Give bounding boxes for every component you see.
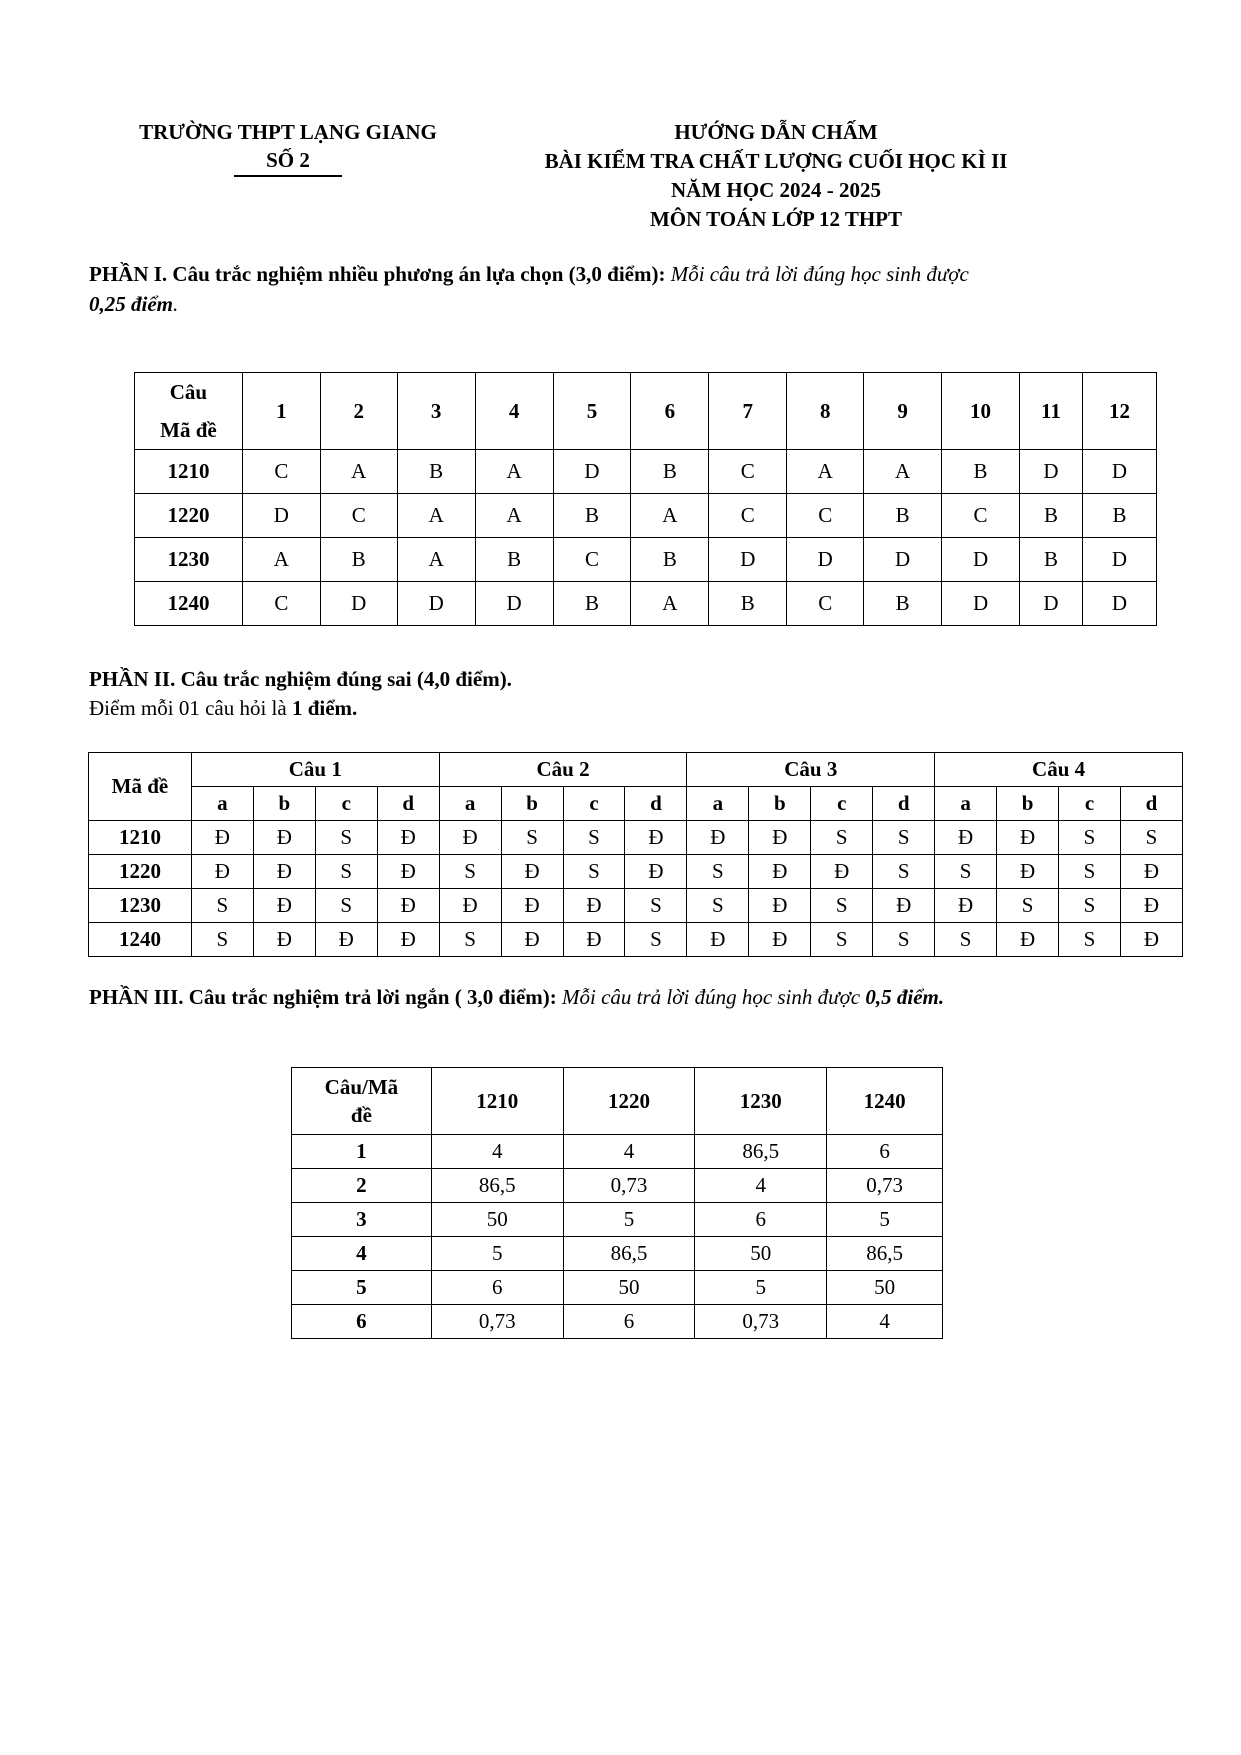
- school-number: SỐ 2: [266, 148, 310, 172]
- subpart-label: d: [1120, 787, 1182, 821]
- answer-cell: S: [315, 889, 377, 923]
- question-number: 2: [320, 373, 397, 450]
- exam-code-header: 1220: [563, 1068, 695, 1135]
- answer-cell: A: [475, 450, 553, 494]
- answer-cell: B: [475, 538, 553, 582]
- answer-cell: S: [439, 923, 501, 957]
- part1-points: 0,25 điểm: [89, 292, 173, 316]
- answer-cell: D: [864, 538, 942, 582]
- answer-cell: Đ: [439, 821, 501, 855]
- answer-cell: Đ: [935, 889, 997, 923]
- question-number: 6: [631, 373, 709, 450]
- part3-heading: [89, 982, 1169, 1012]
- part1-header-row: [135, 373, 1157, 412]
- answer-cell: A: [787, 450, 864, 494]
- answer-cell: S: [191, 923, 253, 957]
- answer-cell: Đ: [997, 821, 1059, 855]
- answer-cell: 86,5: [695, 1135, 827, 1169]
- answer-cell: D: [1019, 450, 1082, 494]
- answer-cell: D: [942, 538, 1020, 582]
- answer-cell: Đ: [749, 855, 811, 889]
- answer-cell: 4: [827, 1305, 943, 1339]
- answer-cell: Đ: [1120, 889, 1182, 923]
- answer-cell: B: [864, 494, 942, 538]
- answer-cell: B: [631, 538, 709, 582]
- answer-cell: 86,5: [827, 1237, 943, 1271]
- part1-instruction: Mỗi câu trả lời đúng học sinh được: [665, 262, 969, 286]
- answer-cell: 6: [431, 1271, 563, 1305]
- question-header: Câu 4: [935, 753, 1183, 787]
- answer-cell: A: [631, 494, 709, 538]
- exam-code-header: 1230: [695, 1068, 827, 1135]
- answer-cell: S: [315, 821, 377, 855]
- answer-cell: A: [631, 582, 709, 626]
- exam-code-header: 1210: [431, 1068, 563, 1135]
- answer-cell: S: [315, 855, 377, 889]
- answer-cell: A: [320, 450, 397, 494]
- school-header: [100, 118, 476, 177]
- answer-cell: S: [625, 923, 687, 957]
- answer-cell: S: [191, 889, 253, 923]
- answer-cell: 50: [563, 1271, 695, 1305]
- question-number: 12: [1082, 373, 1156, 450]
- exam-code: 1210: [89, 821, 192, 855]
- exam-code: 1220: [89, 855, 192, 889]
- answer-cell: Đ: [315, 923, 377, 957]
- question-header: Câu 3: [687, 753, 935, 787]
- answer-cell: S: [563, 821, 625, 855]
- answer-cell: S: [687, 855, 749, 889]
- answer-cell: C: [242, 450, 320, 494]
- answer-cell: Đ: [253, 821, 315, 855]
- question-number: 3: [292, 1203, 432, 1237]
- answer-cell: A: [864, 450, 942, 494]
- answer-cell: 5: [431, 1237, 563, 1271]
- answer-cell: S: [687, 889, 749, 923]
- answer-cell: Đ: [191, 821, 253, 855]
- answer-cell: D: [397, 582, 475, 626]
- answer-cell: A: [397, 538, 475, 582]
- table-row: [89, 821, 1183, 855]
- answer-cell: Đ: [253, 889, 315, 923]
- answer-cell: B: [320, 538, 397, 582]
- answer-cell: 86,5: [563, 1237, 695, 1271]
- answer-cell: Đ: [377, 889, 439, 923]
- document-title: HƯỚNG DẪN CHẤM: [674, 120, 878, 144]
- answer-cell: S: [1059, 855, 1121, 889]
- answer-cell: Đ: [501, 889, 563, 923]
- part2-title: PHẦN II. Câu trắc nghiệm đúng sai (4,0 điểm).: [89, 667, 512, 691]
- answer-cell: B: [1082, 494, 1156, 538]
- subpart-label: c: [1059, 787, 1121, 821]
- answer-cell: D: [942, 582, 1020, 626]
- answer-cell: Đ: [935, 821, 997, 855]
- subpart-label: a: [191, 787, 253, 821]
- answer-cell: B: [709, 582, 787, 626]
- answer-cell: D: [1082, 450, 1156, 494]
- table-row: [89, 855, 1183, 889]
- answer-cell: C: [242, 582, 320, 626]
- answer-cell: 50: [431, 1203, 563, 1237]
- answer-cell: 4: [563, 1135, 695, 1169]
- answer-cell: S: [935, 855, 997, 889]
- answer-cell: C: [787, 494, 864, 538]
- answer-cell: S: [439, 855, 501, 889]
- exam-code: 1210: [135, 450, 243, 494]
- answer-cell: Đ: [501, 923, 563, 957]
- part3-instruction: Mỗi câu trả lời đúng học sinh được: [556, 985, 866, 1009]
- subpart-label: b: [253, 787, 315, 821]
- answer-cell: S: [873, 923, 935, 957]
- subpart-label: d: [873, 787, 935, 821]
- question-header: Câu 1: [191, 753, 439, 787]
- answer-cell: Đ: [563, 923, 625, 957]
- answer-cell: D: [1019, 582, 1082, 626]
- answer-cell: Đ: [253, 855, 315, 889]
- answer-cell: D: [553, 450, 631, 494]
- table-row: [135, 494, 1157, 538]
- answer-cell: B: [553, 494, 631, 538]
- table-row: [292, 1203, 943, 1237]
- answer-cell: D: [242, 494, 320, 538]
- question-number: 8: [787, 373, 864, 450]
- answer-cell: A: [475, 494, 553, 538]
- answer-cell: B: [397, 450, 475, 494]
- part2-header-row: [89, 753, 1183, 787]
- subpart-label: a: [935, 787, 997, 821]
- answer-cell: C: [942, 494, 1020, 538]
- subpart-label: d: [377, 787, 439, 821]
- answer-cell: Đ: [749, 821, 811, 855]
- answer-cell: S: [501, 821, 563, 855]
- question-number: 6: [292, 1305, 432, 1339]
- question-number: 3: [397, 373, 475, 450]
- school-year: NĂM HỌC 2024 - 2025: [671, 178, 881, 202]
- answer-cell: Đ: [377, 821, 439, 855]
- answer-cell: A: [242, 538, 320, 582]
- part2-note: Điểm mỗi 01 câu hỏi là: [89, 696, 292, 720]
- table-row: [292, 1271, 943, 1305]
- corner-label: Câu/Mã đề: [292, 1068, 432, 1135]
- answer-cell: S: [935, 923, 997, 957]
- answer-cell: Đ: [749, 923, 811, 957]
- answer-cell: D: [1082, 582, 1156, 626]
- answer-cell: S: [1059, 889, 1121, 923]
- answer-cell: B: [942, 450, 1020, 494]
- answer-cell: D: [1082, 538, 1156, 582]
- answer-cell: 0,73: [563, 1169, 695, 1203]
- question-number: 2: [292, 1169, 432, 1203]
- answer-cell: S: [563, 855, 625, 889]
- answer-cell: S: [873, 855, 935, 889]
- answer-cell: Đ: [625, 855, 687, 889]
- question-number: 4: [292, 1237, 432, 1271]
- corner-question-label: Câu: [135, 373, 243, 412]
- answer-cell: C: [553, 538, 631, 582]
- answer-cell: C: [709, 450, 787, 494]
- answer-cell: D: [709, 538, 787, 582]
- part1-heading: PHẦN I. Câu trắc nghiệm nhiều phương án lựa chọn (3,0 điểm): Mỗi câu trả lời đúng học sinh được 0,25 điểm.: [89, 262, 969, 316]
- answer-cell: 6: [695, 1203, 827, 1237]
- answer-cell: 0,73: [827, 1169, 943, 1203]
- answer-cell: S: [811, 821, 873, 855]
- question-number: 1: [242, 373, 320, 450]
- table-row: [292, 1305, 943, 1339]
- table-row: [135, 538, 1157, 582]
- answer-cell: 86,5: [431, 1169, 563, 1203]
- table-row: [135, 450, 1157, 494]
- answer-cell: 0,73: [695, 1305, 827, 1339]
- part2-answer-table: [88, 752, 1183, 957]
- question-number: 9: [864, 373, 942, 450]
- question-number: 1: [292, 1135, 432, 1169]
- part2-subheader-row: [89, 787, 1183, 821]
- part3-header-row: [292, 1068, 943, 1135]
- answer-cell: Đ: [439, 889, 501, 923]
- answer-cell: C: [787, 582, 864, 626]
- part3-points: 0,5 điểm.: [865, 985, 945, 1009]
- subpart-label: d: [625, 787, 687, 821]
- part3-answer-table: [291, 1067, 943, 1339]
- answer-cell: Đ: [997, 855, 1059, 889]
- subpart-label: c: [563, 787, 625, 821]
- answer-cell: S: [625, 889, 687, 923]
- answer-cell: D: [320, 582, 397, 626]
- answer-cell: 4: [695, 1169, 827, 1203]
- answer-cell: D: [475, 582, 553, 626]
- answer-cell: B: [631, 450, 709, 494]
- answer-cell: S: [811, 889, 873, 923]
- answer-cell: Đ: [501, 855, 563, 889]
- subpart-label: a: [439, 787, 501, 821]
- answer-cell: Đ: [191, 855, 253, 889]
- question-number: 4: [475, 373, 553, 450]
- table-row: [292, 1135, 943, 1169]
- question-header: Câu 2: [439, 753, 687, 787]
- table-row: [135, 582, 1157, 626]
- school-name: TRƯỜNG THPT LẠNG GIANG: [139, 120, 437, 144]
- answer-cell: Đ: [377, 855, 439, 889]
- exam-code: 1230: [135, 538, 243, 582]
- answer-cell: B: [864, 582, 942, 626]
- table-row: [292, 1169, 943, 1203]
- answer-cell: Đ: [811, 855, 873, 889]
- answer-cell: 50: [695, 1237, 827, 1271]
- answer-cell: S: [873, 821, 935, 855]
- part1-answer-table: [134, 372, 1157, 626]
- answer-cell: Đ: [749, 889, 811, 923]
- answer-cell: 5: [827, 1203, 943, 1237]
- answer-cell: Đ: [997, 923, 1059, 957]
- answer-cell: S: [997, 889, 1059, 923]
- subpart-label: c: [811, 787, 873, 821]
- answer-cell: Đ: [687, 821, 749, 855]
- answer-cell: Đ: [625, 821, 687, 855]
- document-title-block: [476, 118, 1076, 234]
- answer-cell: 6: [827, 1135, 943, 1169]
- answer-cell: 0,73: [431, 1305, 563, 1339]
- answer-cell: 5: [695, 1271, 827, 1305]
- answer-cell: B: [1019, 494, 1082, 538]
- question-number: 10: [942, 373, 1020, 450]
- subpart-label: c: [315, 787, 377, 821]
- answer-cell: D: [787, 538, 864, 582]
- subpart-label: b: [501, 787, 563, 821]
- code-header: Mã đề: [89, 753, 192, 821]
- corner-code-label: Mã đề: [135, 411, 243, 450]
- exam-code-header: 1240: [827, 1068, 943, 1135]
- exam-code: 1230: [89, 889, 192, 923]
- subpart-label: b: [997, 787, 1059, 821]
- answer-cell: S: [1059, 821, 1121, 855]
- answer-cell: S: [1059, 923, 1121, 957]
- table-row: [89, 889, 1183, 923]
- answer-cell: S: [1120, 821, 1182, 855]
- subpart-label: a: [687, 787, 749, 821]
- answer-cell: B: [1019, 538, 1082, 582]
- part3-title: PHẦN III. Câu trắc nghiệm trả lời ngắn ( 3,0 điểm):: [89, 985, 557, 1009]
- exam-code: 1220: [135, 494, 243, 538]
- exam-name: BÀI KIỂM TRA CHẤT LƯỢNG CUỐI HỌC KÌ II: [544, 149, 1008, 173]
- answer-cell: C: [320, 494, 397, 538]
- answer-cell: B: [553, 582, 631, 626]
- answer-cell: Đ: [687, 923, 749, 957]
- answer-cell: Đ: [377, 923, 439, 957]
- answer-cell: 50: [827, 1271, 943, 1305]
- part1-title: PHẦN I. Câu trắc nghiệm nhiều phương án lựa chọn (3,0 điểm):: [89, 262, 666, 286]
- answer-cell: Đ: [873, 889, 935, 923]
- answer-cell: S: [811, 923, 873, 957]
- answer-cell: 4: [431, 1135, 563, 1169]
- subject-line: MÔN TOÁN LỚP 12 THPT: [649, 207, 903, 231]
- answer-cell: C: [709, 494, 787, 538]
- header-divider: [234, 175, 342, 177]
- subpart-label: b: [749, 787, 811, 821]
- answer-cell: Đ: [1120, 855, 1182, 889]
- answer-cell: Đ: [1120, 923, 1182, 957]
- part2-points: 1 điểm.: [291, 696, 358, 720]
- answer-cell: Đ: [253, 923, 315, 957]
- answer-cell: 6: [563, 1305, 695, 1339]
- question-number: 5: [292, 1271, 432, 1305]
- answer-cell: A: [397, 494, 475, 538]
- table-row: [89, 923, 1183, 957]
- table-row: [292, 1237, 943, 1271]
- answer-cell: Đ: [563, 889, 625, 923]
- part2-heading: [89, 665, 1169, 723]
- exam-code: 1240: [89, 923, 192, 957]
- question-number: 7: [709, 373, 787, 450]
- answer-cell: 5: [563, 1203, 695, 1237]
- question-number: 11: [1019, 373, 1082, 450]
- exam-code: 1240: [135, 582, 243, 626]
- question-number: 5: [553, 373, 631, 450]
